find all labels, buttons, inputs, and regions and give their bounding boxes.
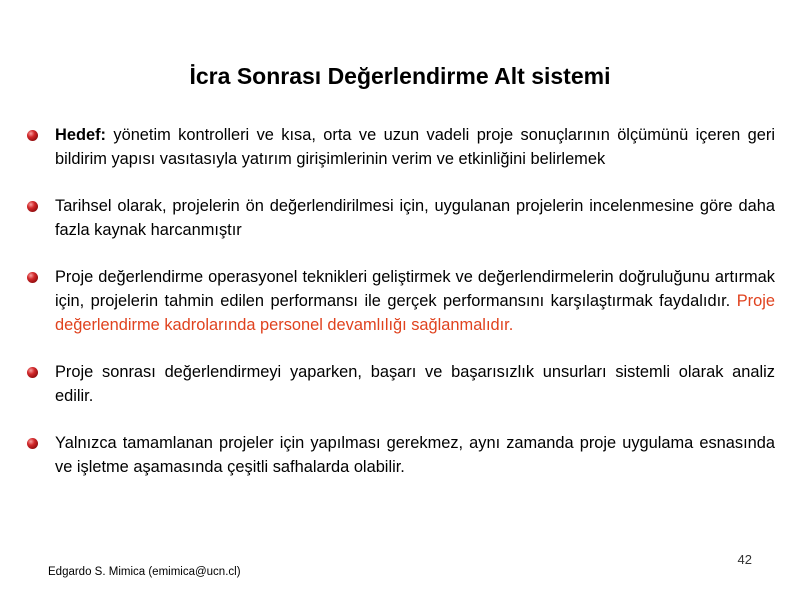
timing-text: Yalnızca tamamlanan projeler için yapılması gerekmez, aynı zamanda proje uygulama esnasında ve işletme aşamasında çeşitli safhalarda olabilir. — [55, 434, 775, 476]
bullet-item-goal — [25, 124, 775, 171]
goal-text: yönetim kontrolleri ve kısa, orta ve uzun vadeli proje sonuçlarının ölçümünü içeren geri bildirim yapısı vasıtasıyla yatırım girişimlerinin verim ve etkinliğini belirlemek — [55, 126, 775, 168]
footer-author: Edgardo S. Mimica (emimica@ucn.cl) — [48, 566, 241, 578]
bullet-item-analysis — [25, 361, 775, 408]
historical-text: Tarihsel olarak, projelerin ön değerlendirilmesi için, uygulanan projelerin incelenmesine göre daha fazla kaynak harcanmıştır — [55, 197, 775, 239]
bullet-item-timing — [25, 432, 775, 479]
bullet-dot-icon — [27, 272, 38, 283]
bullet-dot-icon — [27, 367, 38, 378]
bullet-item-techniques — [25, 266, 775, 337]
slide-title: İcra Sonrası Değerlendirme Alt sistemi — [189, 63, 611, 89]
bullet-dot-icon — [27, 201, 38, 212]
analysis-text: Proje sonrası değerlendirmeyi yaparken, başarı ve başarısızlık unsurları sistemli olarak analiz edilir. — [55, 362, 775, 405]
goal-label: Hedef: — [55, 126, 106, 144]
page-number: 42 — [737, 552, 752, 567]
staff-continuity-highlight: Proje değerlendirme kadrolarında personel devamlılığı sağlanmalıdır. — [55, 291, 775, 334]
bullet-dot-icon — [27, 438, 38, 449]
techniques-text: Proje değerlendirme operasyonel teknikleri geliştirmek ve değerlendirmelerin doğruluğunu artırmak için, projelerin tahmin edilen performansı ile gerçek performansını karşılaştırmak faydalıdır. — [55, 268, 775, 310]
bullet-dot-icon — [27, 130, 38, 141]
bullet-item-historical — [25, 195, 775, 242]
bullet-list — [25, 124, 775, 503]
